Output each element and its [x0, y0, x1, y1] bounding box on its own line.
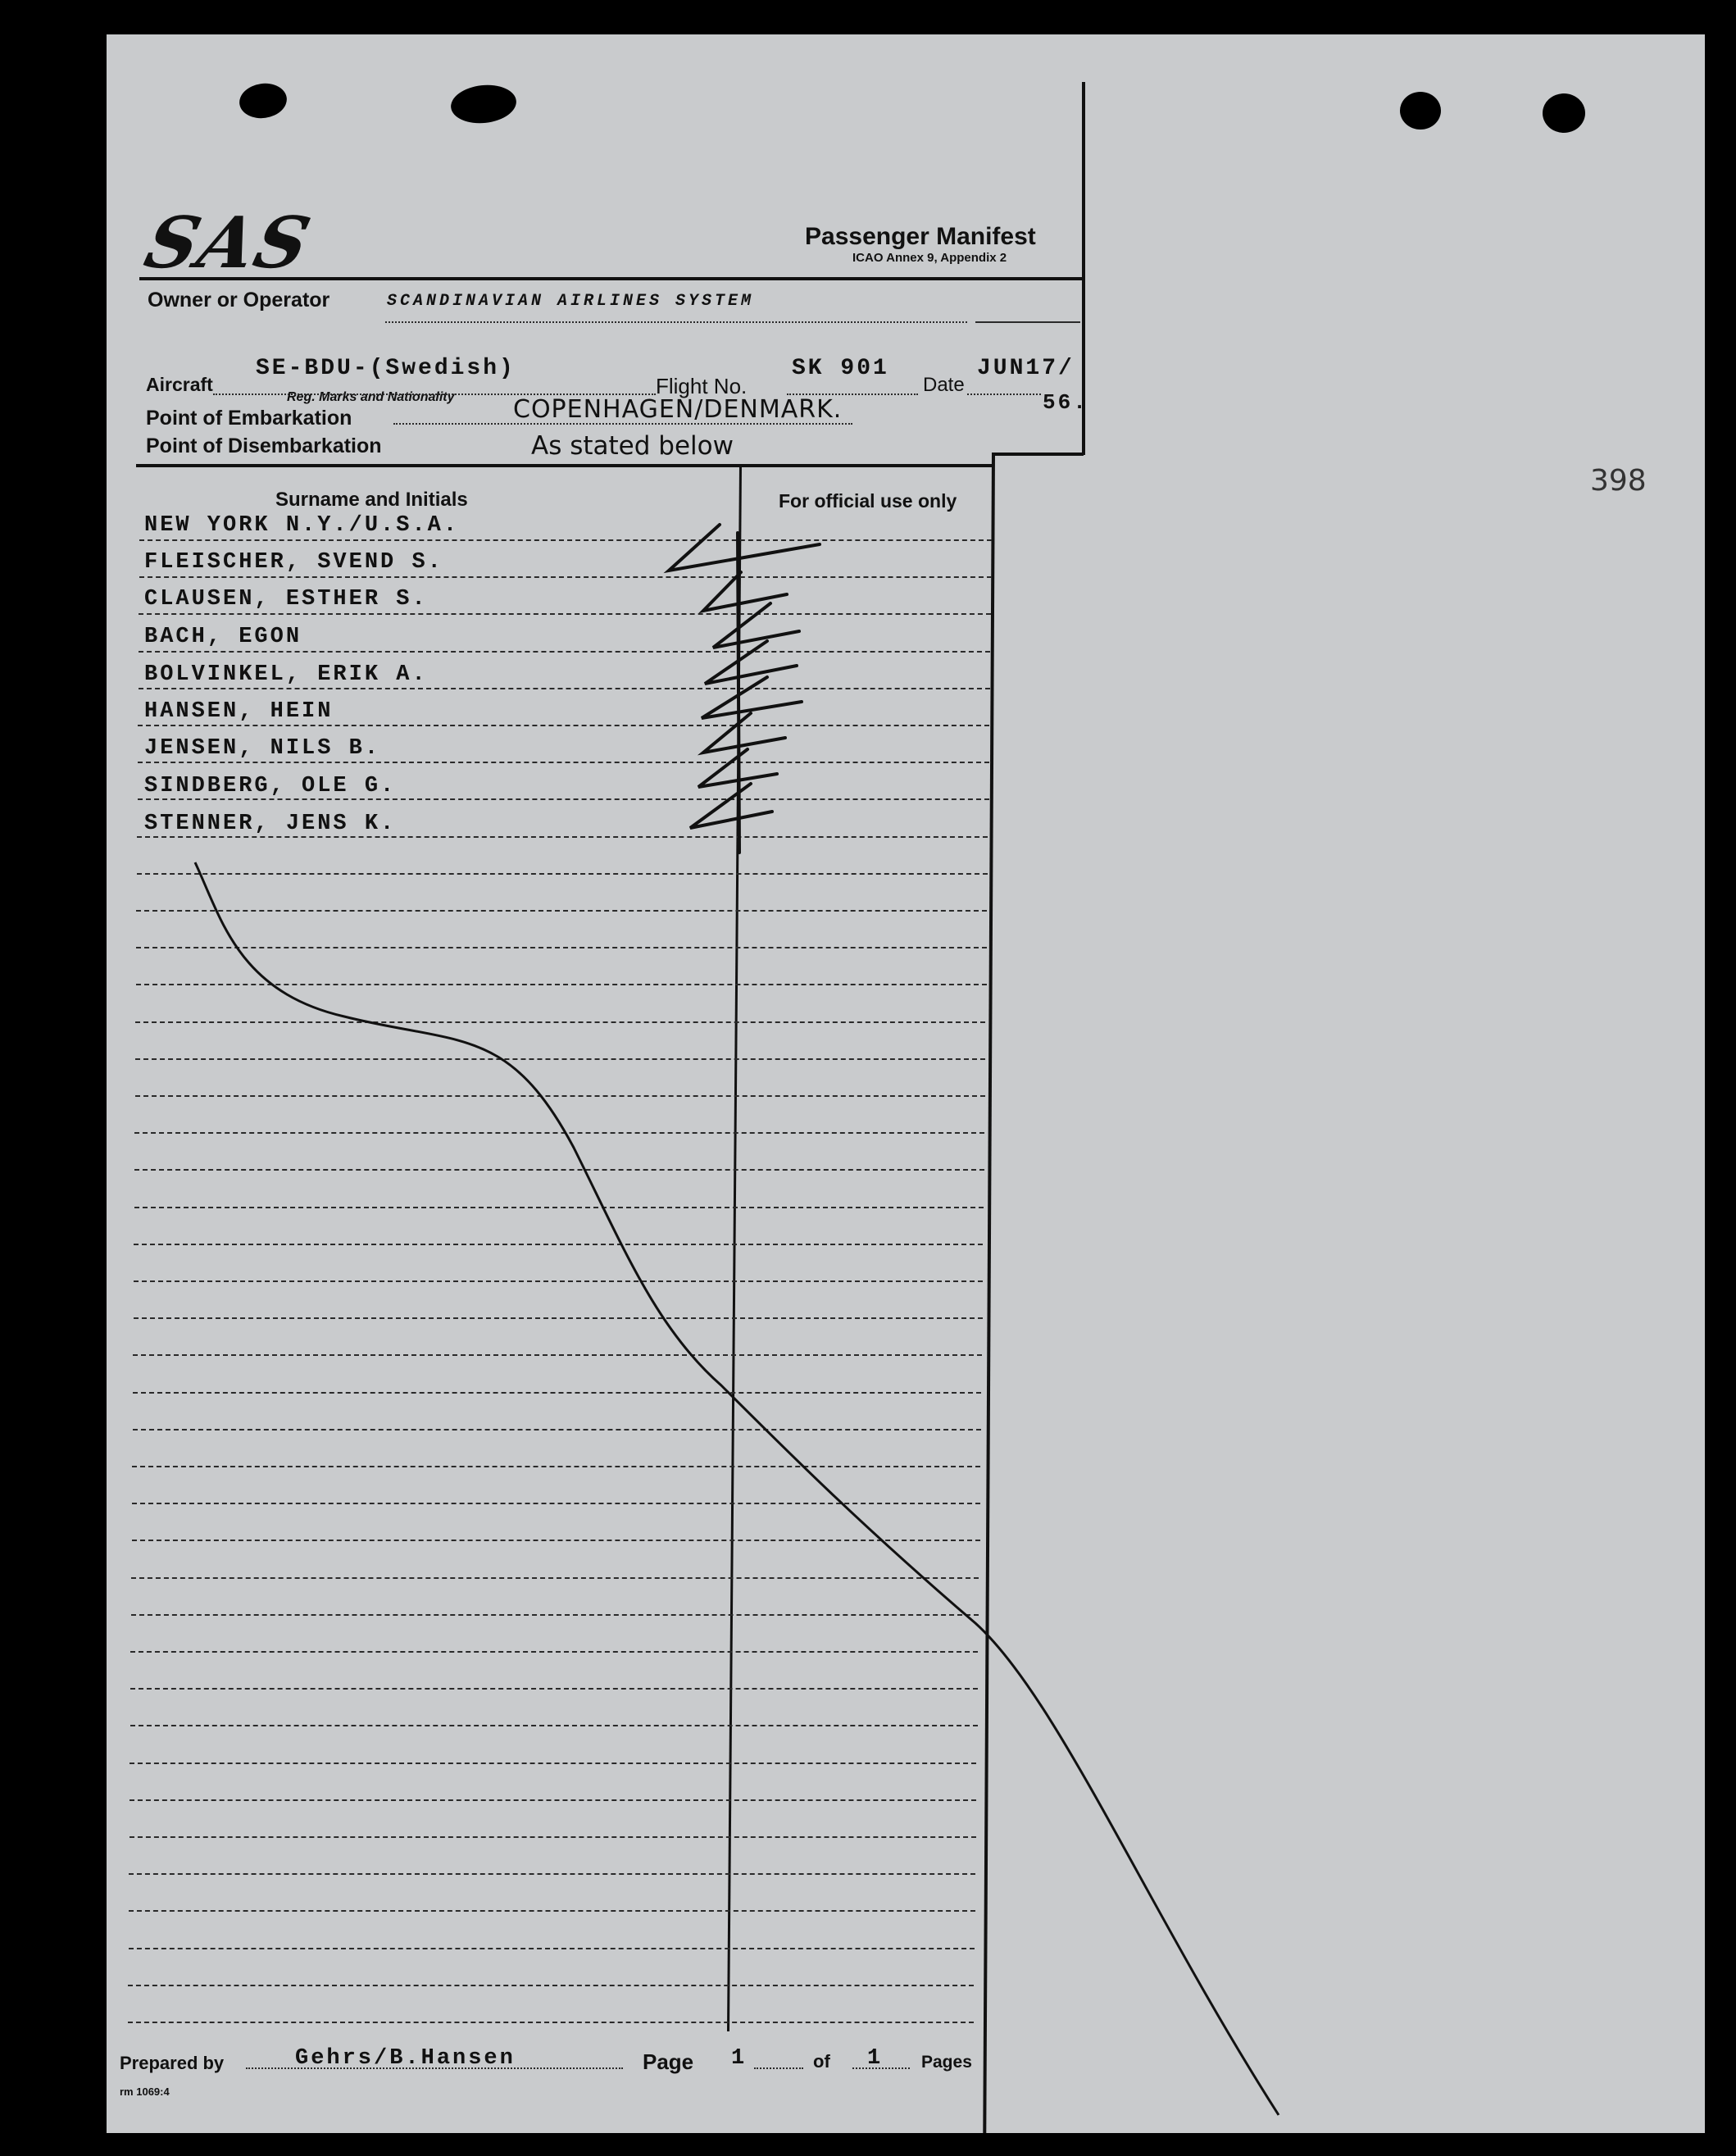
table-row: JENSEN, NILS B.: [144, 736, 381, 761]
flight-value: SK 901: [792, 356, 889, 381]
manifest-title: Passenger Manifest: [805, 223, 1036, 250]
col-name-header: Surname and Initials: [275, 489, 468, 511]
pages-label: Pages: [921, 2053, 972, 2072]
aircraft-value: SE-BDU-(Swedish): [256, 356, 516, 381]
check-mark: [703, 572, 787, 611]
table-row: NEW YORK N.Y./U.S.A.: [144, 513, 460, 538]
check-mark: [690, 784, 772, 828]
check-marks: [669, 525, 820, 853]
form-code: rm 1069:4: [120, 2085, 170, 2098]
check-mark: [713, 603, 799, 648]
table-row: SINDBERG, OLE G.: [144, 774, 397, 798]
table-row: BOLVINKEL, ERIK A.: [144, 662, 428, 687]
aircraft-label: Aircraft: [146, 374, 213, 395]
page-label: Page: [643, 2049, 694, 2074]
table-row: BACH, EGON: [144, 625, 302, 649]
check-line: [738, 533, 739, 853]
table-row: STENNER, JENS K.: [144, 812, 397, 836]
stamp-number: 398: [1590, 464, 1647, 498]
check-mark: [669, 525, 820, 571]
date-value-line2: 56.: [1043, 390, 1088, 415]
table-row: HANSEN, HEIN: [144, 699, 334, 724]
flight-label: Flight No.: [656, 374, 748, 398]
disembarkation-label: Point of Disembarkation: [146, 434, 382, 457]
owner-label: Owner or Operator: [148, 289, 330, 312]
page-value: 1: [731, 2046, 748, 2071]
cancellation-line: [195, 862, 1279, 2115]
owner-value: SCANDINAVIAN AIRLINES SYSTEM: [387, 292, 755, 311]
manifest-subtitle: ICAO Annex 9, Appendix 2: [852, 251, 1007, 265]
of-value: 1: [867, 2046, 884, 2071]
of-label: of: [813, 2051, 830, 2072]
disembarkation-value: As stated below: [531, 431, 734, 461]
prepared-value: Gehrs/B.Hansen: [295, 2046, 516, 2071]
embarkation-value: COPENHAGEN/DENMARK.: [513, 395, 843, 424]
aircraft-sublabel: Reg. Marks and Nationality: [287, 390, 455, 404]
table-row: CLAUSEN, ESTHER S.: [144, 587, 428, 612]
prepared-label: Prepared by: [120, 2053, 225, 2073]
table-row: FLEISCHER, SVEND S.: [144, 550, 443, 575]
date-value-line1: JUN17/: [977, 356, 1075, 381]
date-label: Date: [923, 374, 965, 396]
check-mark: [703, 713, 785, 753]
sas-logo: SAS: [137, 202, 320, 284]
embarkation-label: Point of Embarkation: [146, 407, 352, 430]
col-official-header: For official use only: [779, 490, 957, 512]
